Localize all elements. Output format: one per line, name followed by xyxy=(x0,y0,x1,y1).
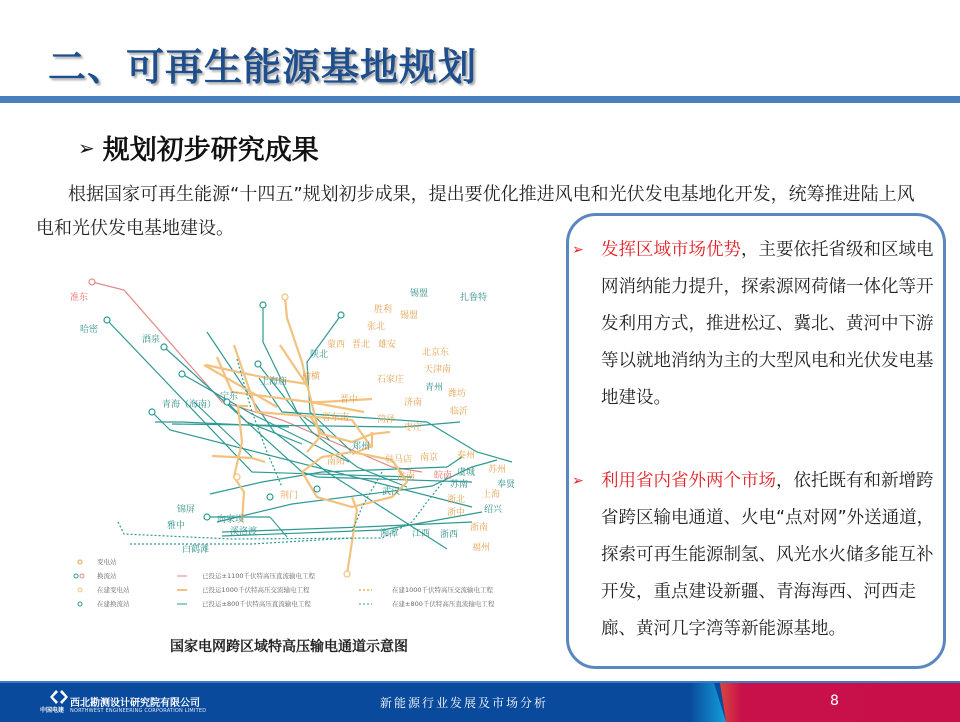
svg-text:虞城: 虞城 xyxy=(457,468,476,478)
section-subtitle: 规划初步研究成果 xyxy=(102,135,319,166)
bullet-text: ，主要依托省级和区域电网消纳能力提升，探索源网荷储一体化等开发利用方式，推进松辽、冀北、黄河中下游等以就地消纳为主的大型风电和光伏发电基地建设。 xyxy=(601,240,934,408)
svg-text:锡盟: 锡盟 xyxy=(400,311,419,321)
svg-text:在建变电站: 在建变电站 xyxy=(97,586,130,594)
svg-text:锦屏: 锦屏 xyxy=(177,505,196,515)
svg-text:锡盟: 锡盟 xyxy=(410,289,429,299)
svg-text:上海: 上海 xyxy=(482,490,501,500)
svg-text:枣庄: 枣庄 xyxy=(404,423,423,433)
svg-text:哈密: 哈密 xyxy=(80,325,99,335)
svg-text:浙西: 浙西 xyxy=(440,530,459,540)
svg-text:张北: 张北 xyxy=(367,322,386,332)
svg-text:荆门: 荆门 xyxy=(280,491,299,501)
svg-text:酒泉: 酒泉 xyxy=(142,335,161,345)
svg-text:晋东南: 晋东南 xyxy=(322,413,350,423)
svg-text:苏州: 苏州 xyxy=(488,465,507,475)
svg-text:变电站: 变电站 xyxy=(97,558,117,566)
company-name-en: NORTHWEST ENGINEERING CORPORATION LIMITED xyxy=(70,708,207,714)
svg-text:浙中: 浙中 xyxy=(447,508,466,518)
callout-bullet-two-markets xyxy=(569,463,941,648)
company-name-cn: 西北勘测设计研究院有限公司 xyxy=(70,698,200,709)
svg-text:武汉: 武汉 xyxy=(382,487,401,497)
svg-text:换流站: 换流站 xyxy=(97,572,117,580)
svg-text:在建1000千伏特高压交流输电工程: 在建1000千伏特高压交流输电工程 xyxy=(392,586,494,594)
svg-text:在建±800千伏特高压直流输电工程: 在建±800千伏特高压直流输电工程 xyxy=(392,600,495,608)
company-logo xyxy=(36,689,216,717)
svg-text:南京: 南京 xyxy=(420,453,439,463)
title-divider xyxy=(0,96,960,103)
svg-text:晋中: 晋中 xyxy=(340,395,359,405)
svg-text:潍坊: 潍坊 xyxy=(448,389,467,399)
powerchina-logo-icon xyxy=(44,689,68,705)
svg-text:苏南: 苏南 xyxy=(450,480,469,490)
footer-bar xyxy=(0,681,960,722)
brand-name: 中国电建 xyxy=(40,707,65,714)
svg-text:在建换流站: 在建换流站 xyxy=(97,600,130,608)
svg-text:上海庙: 上海庙 xyxy=(260,377,288,387)
svg-text:青州: 青州 xyxy=(425,383,444,393)
svg-text:菏泽: 菏泽 xyxy=(377,415,396,425)
page-number: 8 xyxy=(830,693,839,709)
svg-text:济南: 济南 xyxy=(404,398,423,408)
svg-text:向家坝: 向家坝 xyxy=(217,515,245,525)
svg-text:浙北: 浙北 xyxy=(447,495,466,505)
svg-text:榆横: 榆横 xyxy=(302,372,321,382)
arrow-bullet-icon: ➢ xyxy=(572,242,584,258)
svg-text:临沂: 临沂 xyxy=(450,407,469,417)
svg-text:江西: 江西 xyxy=(412,529,431,539)
bullet-highlight: 发挥区域市场优势 xyxy=(601,240,741,260)
svg-text:雄安: 雄安 xyxy=(378,340,397,350)
intro-paragraph: 根据国家可再生能源“十四五”规划初步成果，提出要优化推进风电和光伏发电基地化开发，统筹推进陆上风电和光伏发电基地建设。 xyxy=(36,184,915,239)
svg-text:北京东: 北京东 xyxy=(422,348,450,358)
uhv-transmission-map xyxy=(52,272,557,627)
bullet-text: ，依托既有和新增跨省跨区输电通道、火电“点对网”外送通道，探索可再生能源制氢、风光水火储多能互补开发，重点建设新疆、青海海西、河西走廊、黄河几字湾等新能源基地。 xyxy=(601,471,935,639)
map-label-zhundong: 准东 xyxy=(70,293,89,303)
svg-text:淮南: 淮南 xyxy=(397,472,416,482)
svg-text:蒙西: 蒙西 xyxy=(327,340,346,350)
svg-text:胜利: 胜利 xyxy=(374,305,393,315)
svg-text:奉贤: 奉贤 xyxy=(497,480,516,490)
arrow-bullet-icon: ➢ xyxy=(78,135,95,160)
svg-text:湘潭: 湘潭 xyxy=(380,529,399,539)
svg-text:白鹤滩: 白鹤滩 xyxy=(182,545,210,555)
svg-text:已投运±800千伏特高压直流输电工程: 已投运±800千伏特高压直流输电工程 xyxy=(202,600,311,608)
svg-text:扎鲁特: 扎鲁特 xyxy=(460,293,488,303)
svg-text:福州: 福州 xyxy=(472,543,491,553)
svg-text:陕北: 陕北 xyxy=(310,350,329,360)
footer-center-text: 新能源行业发展及市场分析 xyxy=(380,696,549,710)
map-caption: 国家电网跨区域特高压输电通道示意图 xyxy=(170,639,408,655)
svg-text:郑州: 郑州 xyxy=(352,442,371,452)
bullet-highlight: 利用省内省外两个市场 xyxy=(601,471,776,491)
arrow-bullet-icon: ➢ xyxy=(572,473,584,489)
svg-text:泰州: 泰州 xyxy=(457,451,476,461)
slide-title: 二、可再生能源基地规划 xyxy=(48,45,478,89)
svg-text:南阳: 南阳 xyxy=(327,457,346,467)
callout-bullet-regional-market xyxy=(569,232,941,417)
svg-text:皖南: 皖南 xyxy=(434,471,453,481)
svg-text:已投运±1100千伏特高压直流输电工程: 已投运±1100千伏特高压直流输电工程 xyxy=(202,572,315,580)
svg-text:已投运1000千伏特高压交流输电工程: 已投运1000千伏特高压交流输电工程 xyxy=(202,586,310,594)
svg-text:宁东: 宁东 xyxy=(220,392,239,402)
svg-text:石家庄: 石家庄 xyxy=(377,375,405,385)
svg-text:天津南: 天津南 xyxy=(424,365,452,375)
svg-text:绍兴: 绍兴 xyxy=(484,505,503,515)
svg-text:驻马店: 驻马店 xyxy=(385,455,413,465)
callout-box xyxy=(566,213,946,669)
section-heading xyxy=(78,128,319,167)
svg-text:浙南: 浙南 xyxy=(470,523,489,533)
svg-text:溪洛渡: 溪洛渡 xyxy=(230,527,258,537)
svg-text:晋北: 晋北 xyxy=(352,340,371,350)
svg-text:雅中: 雅中 xyxy=(167,521,186,531)
svg-text:青海（海南）: 青海（海南） xyxy=(162,400,217,410)
